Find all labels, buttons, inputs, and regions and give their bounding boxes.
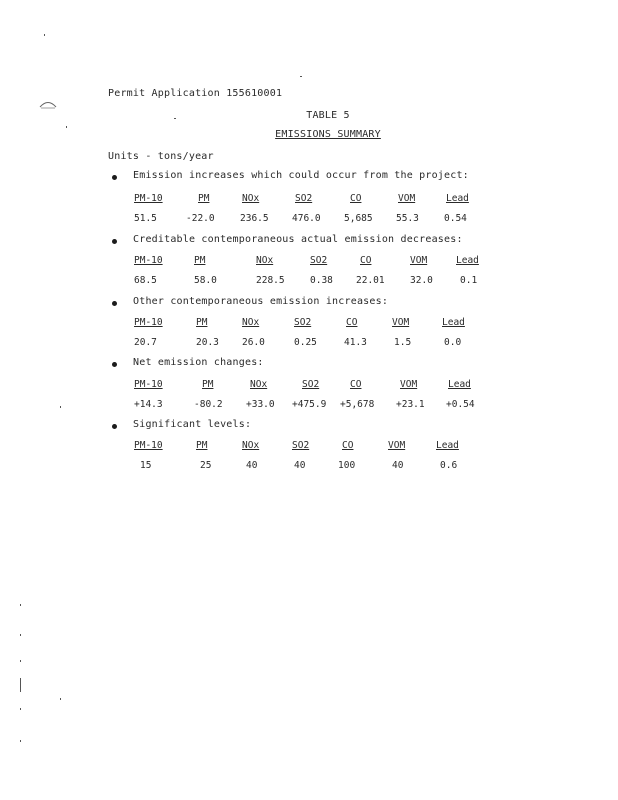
col-header-vom: VOM [398,193,416,204]
col-header-lead: Lead [456,255,479,266]
value-cell: 20.7 [134,337,157,348]
page-title: EMISSIONS SUMMARY [275,129,381,140]
col-header-lead: Lead [446,193,469,204]
col-header-nox: NOx [242,193,260,204]
value-cell: 51.5 [134,213,157,224]
scan-speck [20,678,21,692]
col-header-co: CO [350,379,362,390]
col-header-so2: SO2 [310,255,328,266]
stamp-mark-icon [38,98,58,110]
value-cell: +0.54 [446,399,475,410]
col-header-so2: SO2 [295,193,313,204]
scan-speck [20,604,21,606]
bullet-icon [112,362,117,367]
value-cell: 228.5 [256,275,285,286]
value-cell: 26.0 [242,337,265,348]
value-cell: +475.9 [292,399,327,410]
scan-speck [20,634,21,636]
value-cell: 0.0 [444,337,462,348]
col-header-vom: VOM [410,255,428,266]
col-header-vom: VOM [400,379,418,390]
col-header-pm: PM [198,193,210,204]
scan-speck [20,740,21,742]
value-cell: 1.5 [394,337,412,348]
scan-speck [300,76,302,77]
col-header-so2: SO2 [294,317,312,328]
col-header-nox: NOx [242,317,260,328]
value-cell: 58.0 [194,275,217,286]
scan-speck [20,708,21,710]
value-cell: 15 [140,460,152,471]
value-cell: 100 [338,460,356,471]
value-cell: -22.0 [186,213,215,224]
col-header-pm: PM [194,255,206,266]
value-cell: -80.2 [194,399,223,410]
value-cell: 22.01 [356,275,385,286]
value-cell: 41.3 [344,337,367,348]
section-heading: Creditable contemporaneous actual emission decreases: [133,234,463,245]
col-header-pm: PM [202,379,214,390]
col-header-nox: NOx [250,379,268,390]
col-header-so2: SO2 [302,379,320,390]
value-cell: 0.54 [444,213,467,224]
value-cell: 0.38 [310,275,333,286]
scan-speck [66,126,67,128]
col-header-pm10: PM-10 [134,379,163,390]
section-heading: Other contemporaneous emission increases: [133,296,389,307]
bullet-icon [112,301,117,306]
col-header-pm10: PM-10 [134,193,163,204]
value-cell: 0.1 [460,275,478,286]
col-header-lead: Lead [448,379,471,390]
value-cell: 55.3 [396,213,419,224]
col-header-so2: SO2 [292,440,310,451]
col-header-co: CO [350,193,362,204]
col-header-vom: VOM [392,317,410,328]
scan-speck [60,406,61,408]
section-heading: Net emission changes: [133,357,264,368]
value-cell: 68.5 [134,275,157,286]
col-header-pm: PM [196,317,208,328]
col-header-co: CO [342,440,354,451]
value-cell: 25 [200,460,212,471]
value-cell: 476.0 [292,213,321,224]
value-cell: 236.5 [240,213,269,224]
col-header-co: CO [346,317,358,328]
value-cell: 32.0 [410,275,433,286]
col-header-pm: PM [196,440,208,451]
section-heading: Significant levels: [133,419,252,430]
col-header-lead: Lead [442,317,465,328]
value-cell: +23.1 [396,399,425,410]
value-cell: 0.6 [440,460,458,471]
col-header-nox: NOx [242,440,260,451]
value-cell: 40 [392,460,404,471]
col-header-vom: VOM [388,440,406,451]
value-cell: +33.0 [246,399,275,410]
value-cell: 40 [294,460,306,471]
bullet-icon [112,239,117,244]
scan-speck [20,660,21,662]
table-label: TABLE 5 [306,110,350,121]
value-cell: 5,685 [344,213,373,224]
units-label: Units - tons/year [108,151,214,162]
value-cell: 20.3 [196,337,219,348]
col-header-nox: NOx [256,255,274,266]
col-header-co: CO [360,255,372,266]
col-header-pm10: PM-10 [134,440,163,451]
section-heading: Emission increases which could occur from the project: [133,170,469,181]
col-header-pm10: PM-10 [134,255,163,266]
scan-speck [60,698,61,700]
permit-header: Permit Application 155610001 [108,88,283,99]
value-cell: 40 [246,460,258,471]
scan-speck [44,34,45,36]
value-cell: +5,678 [340,399,375,410]
col-header-lead: Lead [436,440,459,451]
value-cell: +14.3 [134,399,163,410]
bullet-icon [112,175,117,180]
bullet-icon [112,424,117,429]
value-cell: 0.25 [294,337,317,348]
col-header-pm10: PM-10 [134,317,163,328]
